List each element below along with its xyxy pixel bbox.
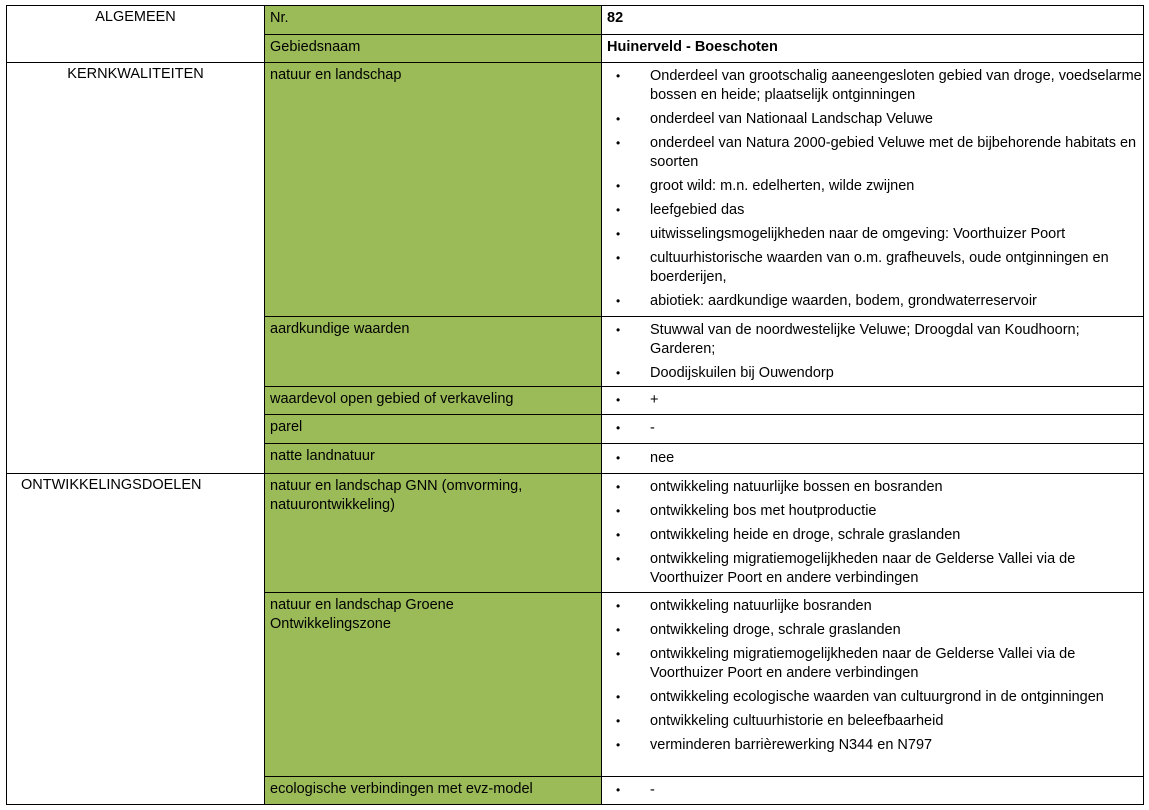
list-item: • Stuwwal van de noordwestelijke Veluwe; Droogdal van Koudhoorn; Garderen; [602, 321, 1143, 359]
kern-content-natuur-landschap [602, 63, 1143, 316]
column-divider [264, 5, 265, 805]
list-item: • ontwikkeling heide en droge, schrale graslanden [602, 526, 1143, 545]
list-item: • Doodijskuilen bij Ouwendorp [602, 364, 1143, 383]
row-divider [264, 443, 1144, 444]
list-item: • Onderdeel van grootschalig aaneengesloten gebied van droge, voedselarme bossen en heide; plaatselijk ontginningen [602, 67, 1143, 105]
kern-label-aardkundige-waarden: aardkundige waarden [265, 317, 601, 386]
list-item: • + [602, 391, 1143, 410]
kern-label-natuur-landschap: natuur en landschap [265, 63, 601, 316]
ontw-content-groene-zone [602, 593, 1143, 776]
kern-label-natte-landnatuur: natte landnatuur [265, 444, 601, 473]
kern-content-open-gebied [602, 387, 1143, 414]
list-item: • cultuurhistorische waarden van o.m. grafheuvels, oude ontginningen en boerderijen, [602, 249, 1143, 287]
bullet-list [602, 419, 1143, 438]
list-item: • verminderen barrièrewerking N344 en N797 [602, 736, 1143, 755]
bullet-list [602, 597, 1143, 755]
kern-content-parel [602, 415, 1143, 443]
list-item: • - [602, 419, 1143, 438]
section-algemeen: ALGEMEEN [95, 9, 176, 25]
bullet-list [602, 478, 1143, 588]
list-item: • groot wild: m.n. edelherten, wilde zwijnen [602, 177, 1143, 196]
bullet-list [602, 449, 1143, 468]
row-divider [264, 592, 1144, 593]
bullet-list [602, 321, 1143, 383]
list-item: • ontwikkeling natuurlijke bosranden [602, 597, 1143, 616]
list-item: • onderdeel van Natura 2000-gebied Veluwe met de bijbehorende habitats en soorten [602, 134, 1143, 172]
ontw-label-evz: ecologische verbindingen met evz-model [265, 777, 601, 804]
ontw-content-gnn [602, 474, 1143, 592]
list-item: • ontwikkeling ecologische waarden van cultuurgrond in de ontginningen [602, 688, 1143, 707]
list-item: • leefgebied das [602, 201, 1143, 220]
list-item: • uitwisselingsmogelijkheden naar de omgeving: Voorthuizer Poort [602, 225, 1143, 244]
row-divider [264, 776, 1144, 777]
kern-label-parel: parel [265, 415, 601, 443]
list-item: • ontwikkeling bos met houtproductie [602, 502, 1143, 521]
column-divider [601, 5, 602, 805]
section-ontwikkelingsdoelen: ONTWIKKELINGSDOELEN [21, 477, 202, 493]
border-left [6, 5, 7, 805]
gebiedsnaam-value: Huinerveld - Boeschoten [607, 39, 778, 55]
bullet-list [602, 67, 1143, 311]
border-top [6, 5, 1144, 6]
row-divider [264, 316, 1144, 317]
bullet-list [602, 781, 1143, 800]
list-item: • ontwikkeling migratiemogelijkheden naar de Gelderse Vallei via de Voorthuizer Poort en andere verbindingen [602, 550, 1143, 588]
list-item: • ontwikkeling migratiemogelijkheden naar de Gelderse Vallei via de Voorthuizer Poort en andere verbindingen [602, 645, 1143, 683]
row-divider [264, 34, 1144, 35]
kern-label-open-gebied: waardevol open gebied of verkaveling [265, 387, 601, 414]
ontw-label-gnn: natuur en landschap GNN (omvorming, natuurontwikkeling) [265, 474, 601, 592]
row-divider [264, 414, 1144, 415]
list-item: • - [602, 781, 1143, 800]
list-item: • ontwikkeling droge, schrale graslanden [602, 621, 1143, 640]
border-bottom [6, 804, 1144, 805]
nr-label: Nr. [265, 6, 601, 34]
nr-value: 82 [607, 10, 624, 26]
row-divider [264, 386, 1144, 387]
list-item: • abiotiek: aardkundige waarden, bodem, grondwaterreservoir [602, 292, 1143, 311]
kern-content-natte-landnatuur [602, 444, 1143, 473]
section-divider [6, 62, 1144, 63]
border-right [1143, 5, 1144, 805]
list-item: • nee [602, 449, 1143, 468]
gebiedsnaam-label: Gebiedsnaam [265, 35, 601, 62]
kern-content-aardkundige-waarden [602, 317, 1143, 386]
list-item: • ontwikkeling cultuurhistorie en beleefbaarheid [602, 712, 1143, 731]
section-kernkwaliteiten: KERNKWALITEITEN [67, 66, 204, 82]
list-item: • ontwikkeling natuurlijke bossen en bosranden [602, 478, 1143, 497]
ontw-label-groene-zone: natuur en landschap Groene Ontwikkelingszone [265, 593, 601, 776]
bullet-list [602, 391, 1143, 410]
list-item: • onderdeel van Nationaal Landschap Veluwe [602, 110, 1143, 129]
section-divider [6, 473, 1144, 474]
ontw-content-evz [602, 777, 1143, 804]
